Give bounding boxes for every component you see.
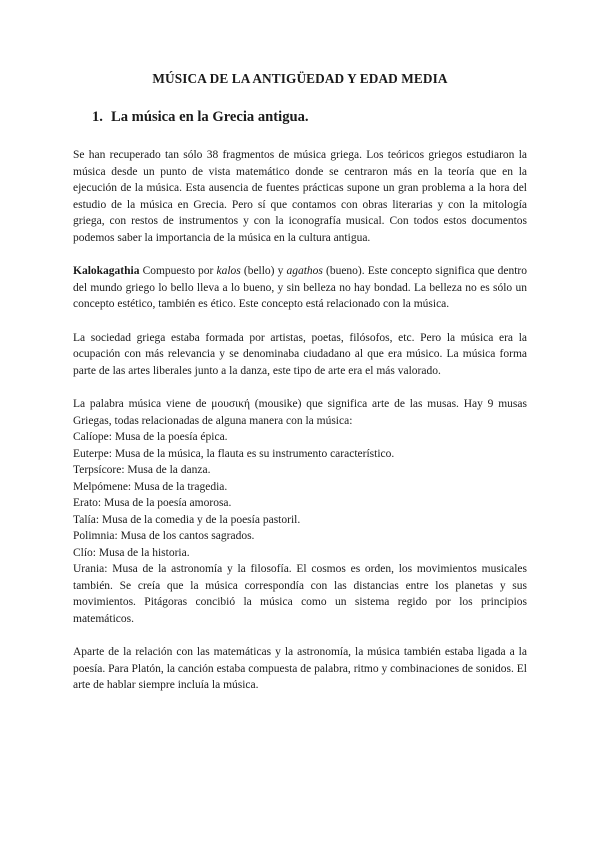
page-title: MÚSICA DE LA ANTIGÜEDAD Y EDAD MEDIA (152, 71, 448, 86)
kalokagathia-term: Kalokagathia (73, 265, 140, 277)
muses-list (73, 429, 527, 561)
paragraph-society: La sociedad griega estaba formada por artistas, poetas, filósofos, etc. Pero la música era la ocupación con más relevancia y se denominaba ciudadano al que era músico. La música forma parte de las artes liberales junto a la danza, este tipo de arte era el más valorado. (73, 331, 527, 377)
paragraph-muses (73, 396, 527, 627)
section-number: 1. (92, 109, 103, 125)
paragraph-fragments: Se han recuperado tan sólo 38 fragmentos de música griega. Los teóricos griegos estudiaron la música desde un punto de vista matemático donde se centraron más en la teoría que en la ejecución de la música. Esta ausencia de fuentes prácticas supone un gran problema a la hora del estudio de la música en Grecia. Pero sí que contamos con obras literarias y con la mitología griega, con restos de instrumentos y con la iconografía musical. Con todos estos documentos podemos saber la importancia de la música en la cultura antigua. (73, 149, 527, 244)
paragraph-poetry: Aparte de la relación con las matemáticas y la astronomía, la música también estaba ligada a la poesía. Para Platón, la canción estaba compuesta de palabra, ritmo y combinaciones de sonidos. El arte de hablar siempre incluía la música. (73, 646, 527, 691)
kalokagathia-text-c: (bueno). Este concepto significa que dentro del mundo griego lo bello lleva a lo bueno, y sin belleza no hay bondad. La belleza no es sólo un concepto estético, también es ético. Este concepto está relacionado con la música. (73, 265, 527, 310)
muse-item: Clío: Musa de la historia. (73, 546, 190, 559)
kalos-word: kalos (216, 265, 241, 277)
section-heading (92, 109, 309, 126)
document-body (73, 147, 527, 711)
muse-item: Calíope: Musa de la poesía épica. (73, 431, 228, 443)
muse-item: Melpómene: Musa de la tragedia. (73, 480, 228, 493)
muse-item-urania: Urania: Musa de la astronomía y la filosofía. El cosmos es orden, los movimientos musicales también. Se creía que la música correspondía con las distancias entre los planetas y sus movimientos. Pitágoras concibió la música como un sistema regido por los principios matemáticos. (73, 563, 527, 625)
kalokagathia-text-a: Compuesto por (139, 265, 217, 277)
muses-intro: La palabra música viene de μουσική (mousike) que significa arte de las musas. Hay 9 musas Griegas, todas relacionadas de alguna manera con la música: (73, 398, 527, 427)
muse-item: Erato: Musa de la poesía amorosa. (73, 497, 232, 509)
muse-item: Polimnia: Musa de los cantos sagrados. (73, 530, 255, 542)
section-heading-text: La música en la Grecia antigua. (111, 109, 309, 125)
muse-item: Terpsícore: Musa de la danza. (73, 464, 211, 476)
muse-item: Euterpe: Musa de la música, la flauta es su instrumento característico. (73, 447, 395, 460)
muse-item: Talía: Musa de la comedia y de la poesía pastoril. (73, 513, 301, 526)
agathos-word: agathos (286, 265, 323, 277)
paragraph-kalokagathia (73, 263, 527, 313)
kalokagathia-text-b: (bello) y (240, 265, 287, 277)
